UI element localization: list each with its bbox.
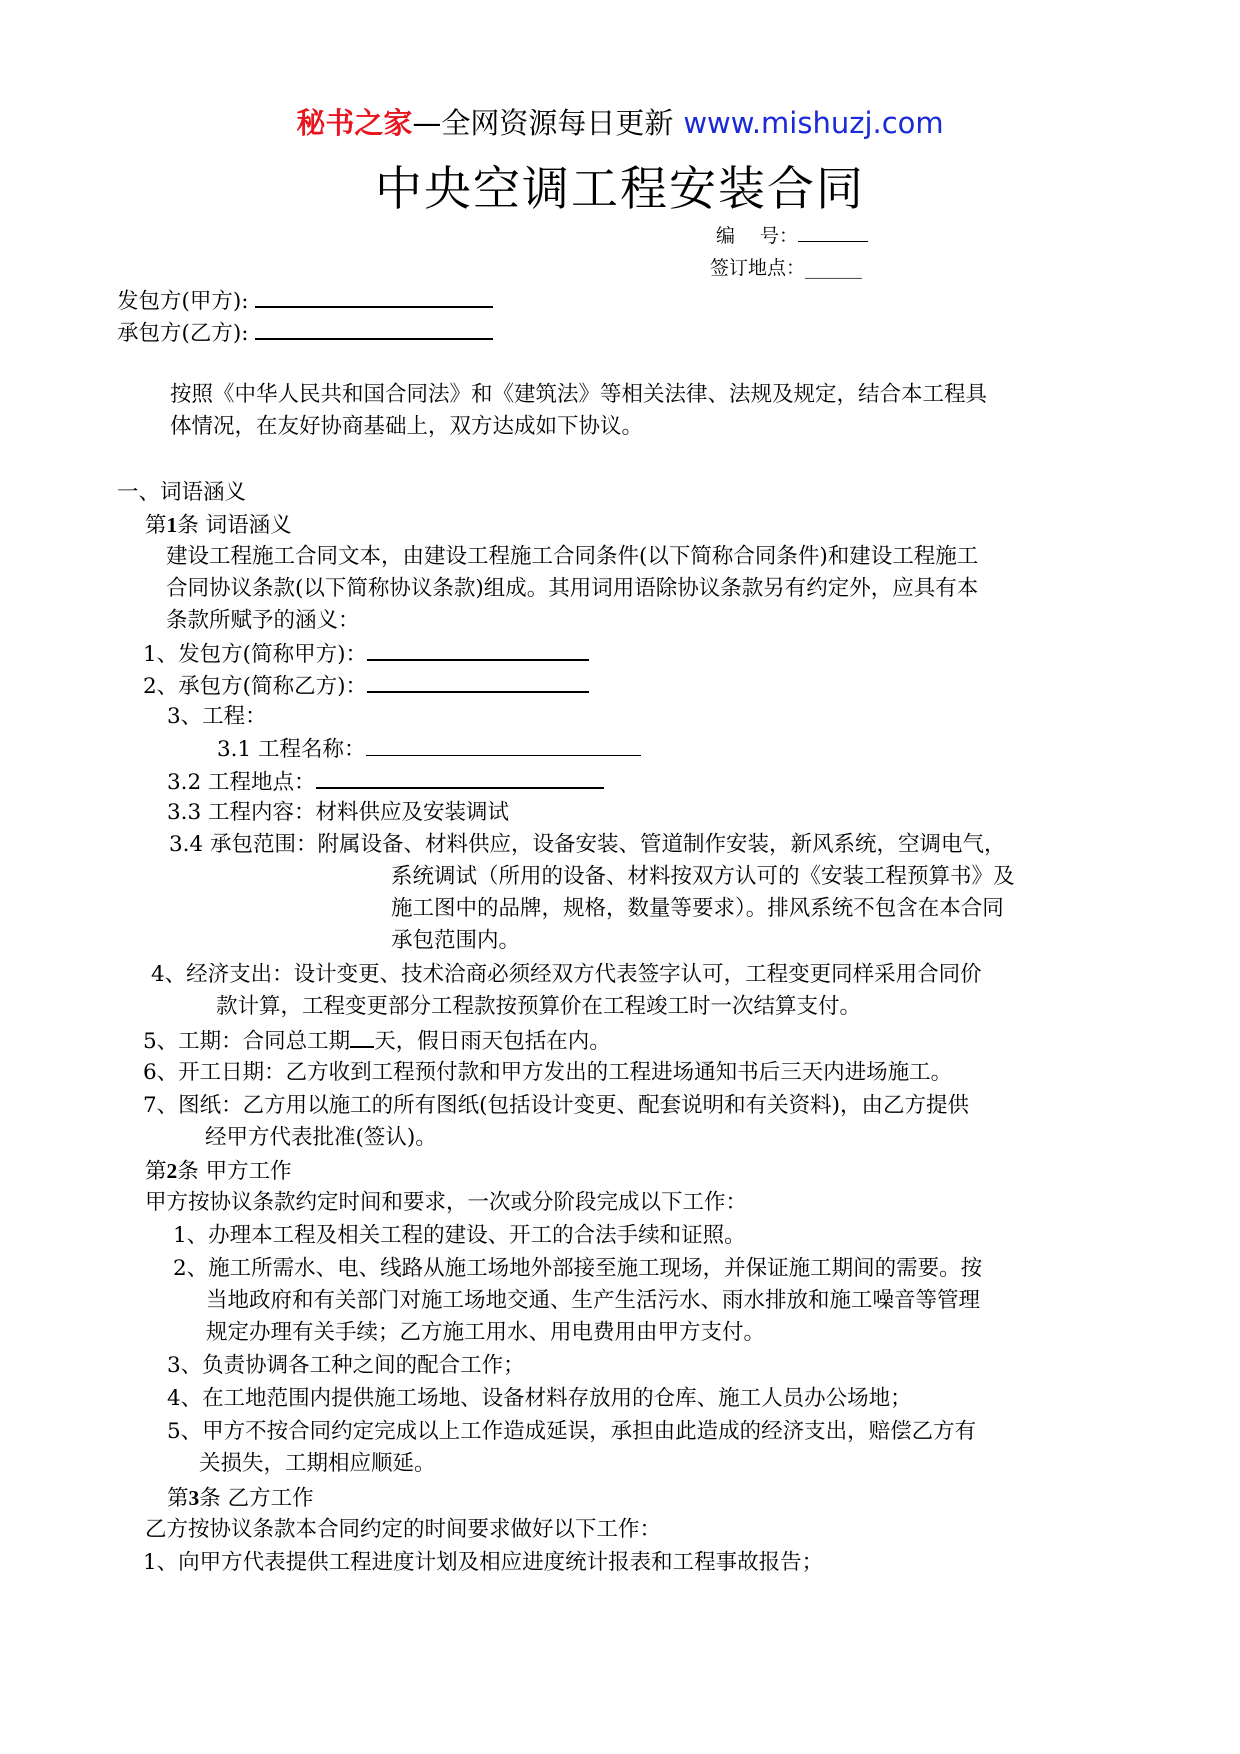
article-3-intro: 乙方按协议条款本合同约定的时间要求做好以下工作： <box>145 1517 662 1542</box>
list-item: 3.3 工程内容：材料供应及安装调试 <box>167 800 510 825</box>
fill-blank <box>350 1024 374 1048</box>
section-heading: 一、词语涵义 <box>117 480 247 505</box>
list-item: 2、施工所需水、电、线路从施工场地外部接至施工现场，并保证施工期间的需要。按 <box>173 1256 983 1281</box>
article-2-heading <box>145 1155 292 1188</box>
list-item: 6、开工日期：乙方收到工程预付款和甲方发出的工程进场通知书后三天内进场施工。 <box>143 1060 953 1085</box>
article-2-intro: 甲方按协议条款约定时间和要求，一次或分阶段完成以下工作： <box>145 1190 748 1215</box>
list-item-cont: 关损失，工期相应顺延。 <box>199 1451 436 1476</box>
contract-number-blank <box>798 223 868 242</box>
site-banner <box>0 103 1240 143</box>
list-item: 4、经济支出：设计变更、技术洽商必须经双方代表签字认可，工程变更同样采用合同价 <box>151 962 982 987</box>
item-text: 2、承包方(简称乙方)： <box>143 674 367 699</box>
list-item <box>143 1024 611 1058</box>
item-text: 1、发包方(简称甲方)： <box>143 642 367 667</box>
article-number: 3 <box>188 1486 200 1510</box>
document-title: 中央空调工程安装合同 <box>375 162 865 217</box>
list-item: 3、工程： <box>167 704 267 729</box>
article-title: 条 词语涵义 <box>177 513 292 538</box>
list-item: 1、办理本工程及相关工程的建设、开工的合法手续和证照。 <box>173 1223 746 1248</box>
list-item <box>143 669 589 703</box>
list-item-cont: 经甲方代表批准(签认)。 <box>205 1125 437 1150</box>
party-b-blank <box>255 316 493 340</box>
contract-number-line <box>716 223 868 249</box>
article-title: 条 甲方工作 <box>177 1159 292 1184</box>
banner-url-link[interactable]: www.mishuzj.com <box>683 106 944 140</box>
list-item: 5、甲方不按合同约定完成以上工作造成延误，承担由此造成的经济支出，赔偿乙方有 <box>167 1419 977 1444</box>
list-item-cont: 规定办理有关手续；乙方施工用水、用电费用由甲方支付。 <box>206 1320 766 1345</box>
item-text: 天，假日雨天包括在内。 <box>374 1029 611 1054</box>
article-prefix: 第 <box>145 513 167 538</box>
article-3-heading <box>167 1482 314 1515</box>
fill-blank <box>316 765 604 789</box>
list-item <box>143 637 589 671</box>
article-prefix: 第 <box>145 1159 167 1184</box>
article-1-body-line: 条款所赋予的涵义： <box>166 608 360 633</box>
intro-line: 体情况，在友好协商基础上，双方达成如下协议。 <box>170 414 644 439</box>
fill-blank <box>367 637 589 661</box>
banner-brand: 秘书之家 <box>296 106 413 140</box>
list-item <box>167 765 604 799</box>
banner-slogan: —全网资源每日更新 <box>412 106 674 140</box>
article-number: 2 <box>166 1159 178 1183</box>
contract-number-label: 编 号： <box>716 225 799 247</box>
list-item <box>217 733 641 766</box>
fill-blank <box>367 669 589 693</box>
article-1-body-line: 建设工程施工合同文本，由建设工程施工合同条件(以下简称合同条件)和建设工程施工 <box>166 544 979 569</box>
party-a-blank <box>255 284 493 308</box>
list-item: 1、向甲方代表提供工程进度计划及相应进度统计报表和工程事故报告； <box>143 1550 824 1575</box>
article-1-heading <box>145 509 292 542</box>
party-b-label: 承包方(乙方): <box>117 321 249 346</box>
list-item: 3、负责协调各工种之间的配合工作； <box>167 1353 525 1378</box>
item-text: 5、工期：合同总工期 <box>143 1029 351 1054</box>
list-item-cont: 款计算，工程变更部分工程款按预算价在工程竣工时一次结算支付。 <box>216 994 862 1019</box>
list-item: 3.4 承包范围：附属设备、材料供应，设备安装、管道制作安装，新风系统，空调电气， <box>169 832 1006 857</box>
fill-blank <box>366 733 641 756</box>
party-b-line <box>117 316 493 350</box>
list-item-cont: 施工图中的品牌，规格，数量等要求）。排风系统不包含在本合同 <box>391 896 1004 921</box>
party-a-label: 发包方(甲方): <box>117 289 249 314</box>
list-item-cont: 当地政府和有关部门对施工场地交通、生产生活污水、雨水排放和施工噪音等管理 <box>206 1288 981 1313</box>
item-text: 3.1 工程名称： <box>217 737 366 762</box>
article-1-body-line: 合同协议条款(以下简称协议条款)组成。其用词用语除协议条款另有约定外，应具有本 <box>166 576 979 601</box>
article-number: 1 <box>166 513 178 537</box>
article-title: 条 乙方工作 <box>199 1486 314 1511</box>
signing-place-line: 签订地点：______ <box>710 257 863 279</box>
list-item: 7、图纸：乙方用以施工的所有图纸(包括设计变更、配套说明和有关资料)，由乙方提供 <box>143 1093 969 1118</box>
intro-line: 按照《中华人民共和国合同法》和《建筑法》等相关法律、法规及规定，结合本工程具 <box>170 382 988 407</box>
list-item-cont: 系统调试（所用的设备、材料按双方认可的《安装工程预算书》及 <box>391 864 1015 889</box>
list-item: 4、在工地范围内提供施工场地、设备材料存放用的仓库、施工人员办公场地； <box>167 1386 912 1411</box>
list-item-cont: 承包范围内。 <box>391 928 521 953</box>
article-prefix: 第 <box>167 1486 189 1511</box>
item-text: 3.2 工程地点： <box>167 770 316 795</box>
party-a-line <box>117 284 493 318</box>
